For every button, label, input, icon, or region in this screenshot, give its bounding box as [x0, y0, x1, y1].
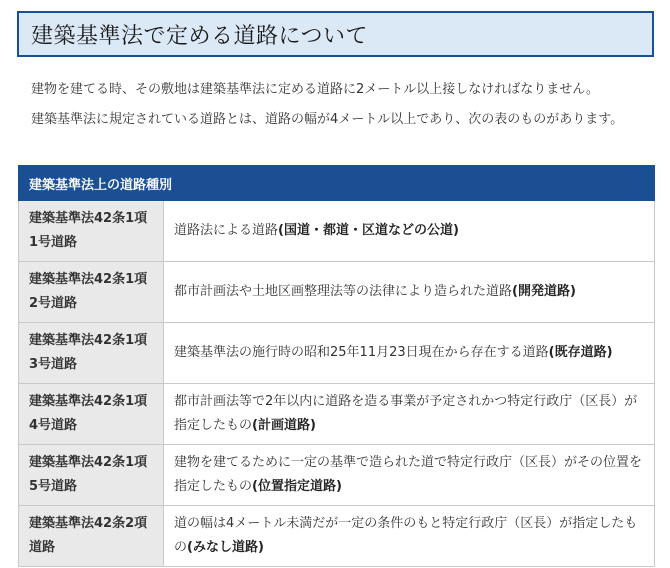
table-row: [19, 384, 655, 445]
description-text: 都市計画法や土地区画整理法等の法律により造られた道路: [174, 284, 513, 299]
description-emphasis: (開発道路): [512, 284, 576, 299]
road-type-description: [164, 445, 655, 506]
table-row: [19, 262, 655, 323]
page-title: 建築基準法で定める道路について: [17, 11, 654, 57]
description-emphasis: (位置指定道路): [252, 479, 342, 494]
road-type-label: 建築基準法42条1項4号道路: [19, 384, 164, 445]
table-row: [19, 445, 655, 506]
road-type-description: [164, 323, 655, 384]
table-row: [19, 323, 655, 384]
definition-paragraph: 建築基準法に規定されている道路とは、道路の幅が4メートル以上であり、次の表のものがあります。: [31, 112, 624, 127]
description-emphasis: (国道・都道・区道などの公道): [278, 223, 459, 238]
table-row: [19, 506, 655, 567]
road-type-description: [164, 262, 655, 323]
table-row: [19, 201, 655, 262]
road-type-description: [164, 506, 655, 567]
intro-paragraph: 建物を建てる時、その敷地は建築基準法に定める道路に2メートル以上接しなければなりません。: [31, 82, 600, 97]
road-type-description: [164, 384, 655, 445]
description-text: 建物を建てるために一定の基準で造られた道で特定行政庁（区長）がその位置を指定したもの: [174, 455, 643, 494]
road-type-label: 建築基準法42条1項2号道路: [19, 262, 164, 323]
road-type-label: 建築基準法42条2項道路: [19, 506, 164, 567]
description-emphasis: (計画道路): [252, 418, 316, 433]
table-header-row: [19, 166, 655, 201]
road-type-label: 建築基準法42条1項3号道路: [19, 323, 164, 384]
road-type-label: 建築基準法42条1項1号道路: [19, 201, 164, 262]
description-text: 道の幅は4メートル未満だが一定の条件のもと特定行政庁（区長）が指定したもの: [174, 516, 638, 555]
road-type-label: 建築基準法42条1項5号道路: [19, 445, 164, 506]
table-header: 建築基準法上の道路種別: [19, 166, 655, 201]
description-text: 道路法による道路: [174, 223, 279, 238]
description-text: 建築基準法の施行時の昭和25年11月23日現在から存在する道路: [174, 345, 549, 360]
description-text: 都市計画法等で2年以内に道路を造る事業が予定されかつ特定行政庁（区長）が指定したもの: [174, 394, 638, 433]
description-emphasis: (みなし道路): [187, 540, 264, 555]
description-emphasis: (既存道路): [548, 345, 613, 360]
road-types-table: [18, 165, 655, 567]
road-type-description: [164, 201, 655, 262]
